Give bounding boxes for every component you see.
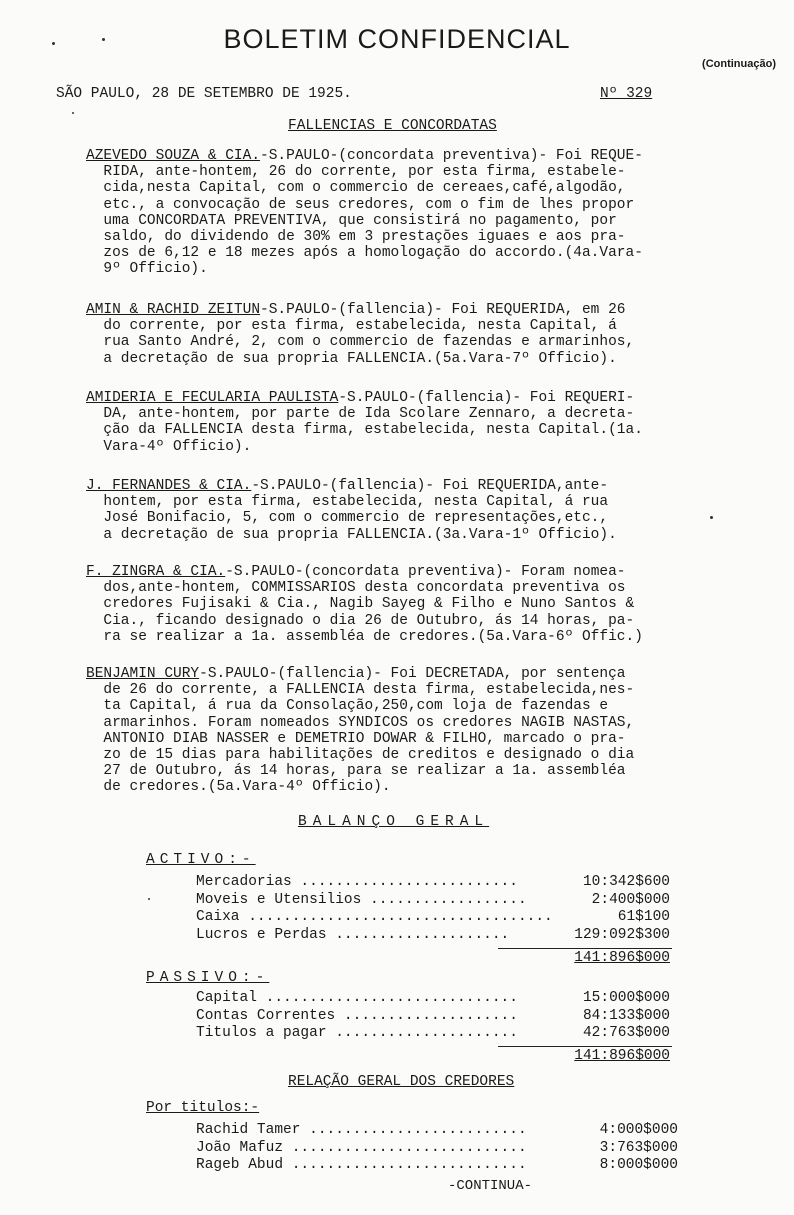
entry-block [86, 390, 736, 455]
entry-line [86, 715, 736, 731]
entry-text: zo de 15 dias para habilitações de creditos e designado o dia [86, 747, 635, 764]
ledger-label: Lucros e Perdas .................... [196, 926, 510, 943]
ledger-value: 2:400$000 [591, 891, 670, 908]
entry-line [86, 494, 736, 510]
continuation-label: (Continuação) [702, 58, 776, 70]
entry-block [86, 148, 736, 278]
ledger-value: 42:763$000 [582, 1025, 670, 1041]
entry-text: a decretação de sua propria FALLENCIA.(3a.Vara-1º Officio). [86, 526, 617, 543]
entry-line [86, 406, 736, 422]
ledger-row [196, 1122, 678, 1139]
ledger-value: 8:000$000 [599, 1157, 678, 1173]
ledger-label: João Mafuz ........................... [196, 1139, 527, 1156]
section-heading: FALLENCIAS E CONCORDATAS [288, 118, 497, 134]
entry-text: cida,nesta Capital, com o commercio de cereaes,café,algodão, [86, 180, 626, 197]
balanco-heading: BALANÇO GERAL [298, 814, 490, 830]
continua-footer: -CONTINUA- [448, 1178, 533, 1194]
entry-text: saldo, do dividendo de 30% em 3 prestações iguaes e aos pra- [86, 229, 626, 246]
entry-firm-name: AMIDERIA E FECULARIA PAULISTA [86, 390, 339, 406]
entry-line [86, 164, 736, 180]
ledger-row [196, 874, 670, 891]
entry-line [86, 229, 736, 245]
entry-text: credores Fujisaki & Cia., Nagib Sayeg & Filho e Nuno Santos & [86, 596, 635, 613]
entry-line [86, 213, 736, 229]
entry-line [86, 698, 736, 714]
ledger-label: Contas Correntes .................... [196, 1007, 518, 1024]
entry-line [86, 779, 736, 795]
entry-line [86, 439, 736, 455]
entry-text: -S.PAULO-(fallencia)- Foi DECRETADA, por sentença [199, 666, 626, 682]
entry-line [86, 197, 736, 213]
entry-text: RIDA, ante-hontem, 26 do corrente, por esta firma, estabele- [86, 164, 626, 181]
ledger-label: Rageb Abud ........................... [196, 1157, 527, 1173]
entry-text: -S.PAULO-(fallencia)- Foi REQUERI- [338, 390, 635, 406]
ledger-row [196, 927, 670, 944]
speck [72, 112, 74, 114]
page-title: BOLETIM CONFIDENCIAL [223, 24, 571, 54]
entry-text: -S.PAULO-(fallencia)- Foi REQUERIDA, em 26 [260, 302, 626, 318]
entry-line [86, 747, 736, 763]
entry-line [86, 245, 736, 261]
entry-firm-name: J. FERNANDES & CIA. [86, 478, 252, 494]
entry-text: dos,ante-hontem, COMMISSARIOS desta concordata preventiva os [86, 580, 626, 597]
entry-line [86, 763, 736, 779]
entry-line [86, 180, 736, 196]
credores-heading: RELAÇÃO GERAL DOS CREDORES [288, 1074, 515, 1090]
ledger-row [196, 1140, 678, 1157]
entry-firm-name: F. ZINGRA & CIA. [86, 564, 226, 580]
bulletin-number: Nº 329 [600, 86, 653, 102]
ledger-row [196, 892, 670, 909]
entry-text: -S.PAULO-(fallencia)- Foi REQUERIDA,ante- [251, 478, 609, 494]
dateline: SÃO PAULO, 28 DE SETEMBRO DE 1925. [56, 86, 352, 102]
entry-line [86, 261, 736, 277]
entry-text: 9º Officio). [86, 261, 208, 278]
entry-text: 27 de Outubro, ás 14 horas, para se realizar a 1a. assembléa [86, 763, 626, 780]
activo-total-rule [498, 948, 672, 949]
entry-text: ANTONIO DIAB NASSER e DEMETRIO DOWAR & FILHO, marcado o pra- [86, 730, 626, 747]
entry-block [86, 478, 736, 543]
ledger-value: 4:000$000 [599, 1122, 678, 1138]
entry-text: de credores.(5a.Vara-4º Officio). [86, 779, 391, 796]
ledger-row [196, 990, 670, 1007]
entry-block [86, 564, 736, 645]
entry-firm-name: AMIN & RACHID ZEITUN [86, 302, 261, 318]
entry-text: ta Capital, á rua da Consolação,250,com loja de fazendas e [86, 698, 609, 715]
ledger-value: 15:000$000 [582, 990, 670, 1006]
ledger-value: 129:092$300 [574, 926, 670, 943]
ledger-label: Moveis e Utensilios .................. [196, 891, 527, 908]
ledger-label: Mercadorias ......................... [196, 874, 518, 890]
entry-text: DA, ante-hontem, por parte de Ida Scolare Zennaro, a decreta- [86, 406, 635, 423]
entry-line [86, 390, 736, 406]
entry-line [86, 580, 736, 596]
passivo-total-rule [498, 1046, 672, 1047]
entry-text: hontem, por esta firma, estabelecida, nesta Capital, á rua [86, 494, 609, 511]
passivo-heading: PASSIVO:- [146, 970, 270, 986]
entry-line [86, 302, 736, 318]
ledger-label: Titulos a pagar ..................... [196, 1025, 518, 1041]
ledger-label: Rachid Tamer ......................... [196, 1122, 527, 1138]
entry-text: -S.PAULO-(concordata preventiva)- Foram nomea- [225, 564, 626, 580]
ledger-row [196, 909, 670, 926]
entry-text: rua Santo André, 2, com o commercio de fazendas e armarinhos, [86, 334, 635, 351]
ledger-value: 3:763$000 [599, 1139, 678, 1156]
entry-text: -S.PAULO-(concordata preventiva)- Foi REQUE- [260, 148, 643, 164]
passivo-total: 141:896$000 [574, 1048, 670, 1064]
entry-line [86, 629, 736, 645]
entry-block [86, 302, 736, 367]
activo-heading: ACTIVO:- [146, 852, 256, 868]
entry-line [86, 731, 736, 747]
entry-firm-name: BENJAMIN CURY [86, 666, 200, 682]
entry-text: de 26 do corrente, a FALLENCIA desta firma, estabelecida,nes- [86, 682, 635, 699]
ledger-value: 61$100 [617, 909, 670, 925]
ledger-row [196, 1157, 678, 1174]
entry-block [86, 666, 736, 796]
entry-text: armarinhos. Foram nomeados SYNDICOS os credores NAGIB NASTAS, [86, 714, 635, 731]
entry-text: José Bonifacio, 5, com o commercio de representações,etc., [86, 510, 609, 527]
entry-line [86, 666, 736, 682]
entry-line [86, 148, 736, 164]
entry-text: zos de 6,12 e 18 mezes após a homologação do accordo.(4a.Vara- [86, 245, 643, 262]
entry-text: ção da FALLENCIA desta firma, estabelecida, nesta Capital.(1a. [86, 422, 643, 439]
entry-text: Vara-4º Officio). [86, 438, 252, 455]
entry-text: uma CONCORDATA PREVENTIVA, que consistirá no pagamento, por [86, 212, 617, 229]
entry-line [86, 478, 736, 494]
entry-text: etc., a convocação de seus credores, com o fim de lhes propor [86, 196, 635, 213]
entry-line [86, 334, 736, 350]
entry-line [86, 613, 736, 629]
ledger-label: Capital ............................. [196, 990, 518, 1006]
entry-text: ra se realizar a 1a. assembléa de credores.(5a.Vara-6º Offic.) [86, 628, 643, 645]
entry-text: a decretação de sua propria FALLENCIA.(5a.Vara-7º Officio). [86, 350, 617, 367]
speck [148, 898, 150, 900]
activo-total: 141:896$000 [574, 950, 670, 966]
credores-subheading: Por titulos:- [146, 1100, 260, 1116]
entry-line [86, 318, 736, 334]
ledger-value: 10:342$600 [582, 874, 670, 890]
entry-line [86, 422, 736, 438]
entry-firm-name: AZEVEDO SOUZA & CIA. [86, 148, 261, 164]
entry-line [86, 596, 736, 612]
entry-line [86, 682, 736, 698]
ledger-label: Caixa ................................... [196, 909, 553, 925]
ledger-row [196, 1025, 670, 1042]
entry-text: do corrente, por esta firma, estabelecida, nesta Capital, á [86, 318, 617, 335]
ledger-value: 84:133$000 [582, 1007, 670, 1024]
entry-line [86, 510, 736, 526]
entry-line [86, 564, 736, 580]
entry-line [86, 527, 736, 543]
entry-text: Cia., ficando designado o dia 26 de Outubro, ás 14 horas, pa- [86, 612, 635, 629]
entry-line [86, 351, 736, 367]
ledger-row [196, 1008, 670, 1025]
